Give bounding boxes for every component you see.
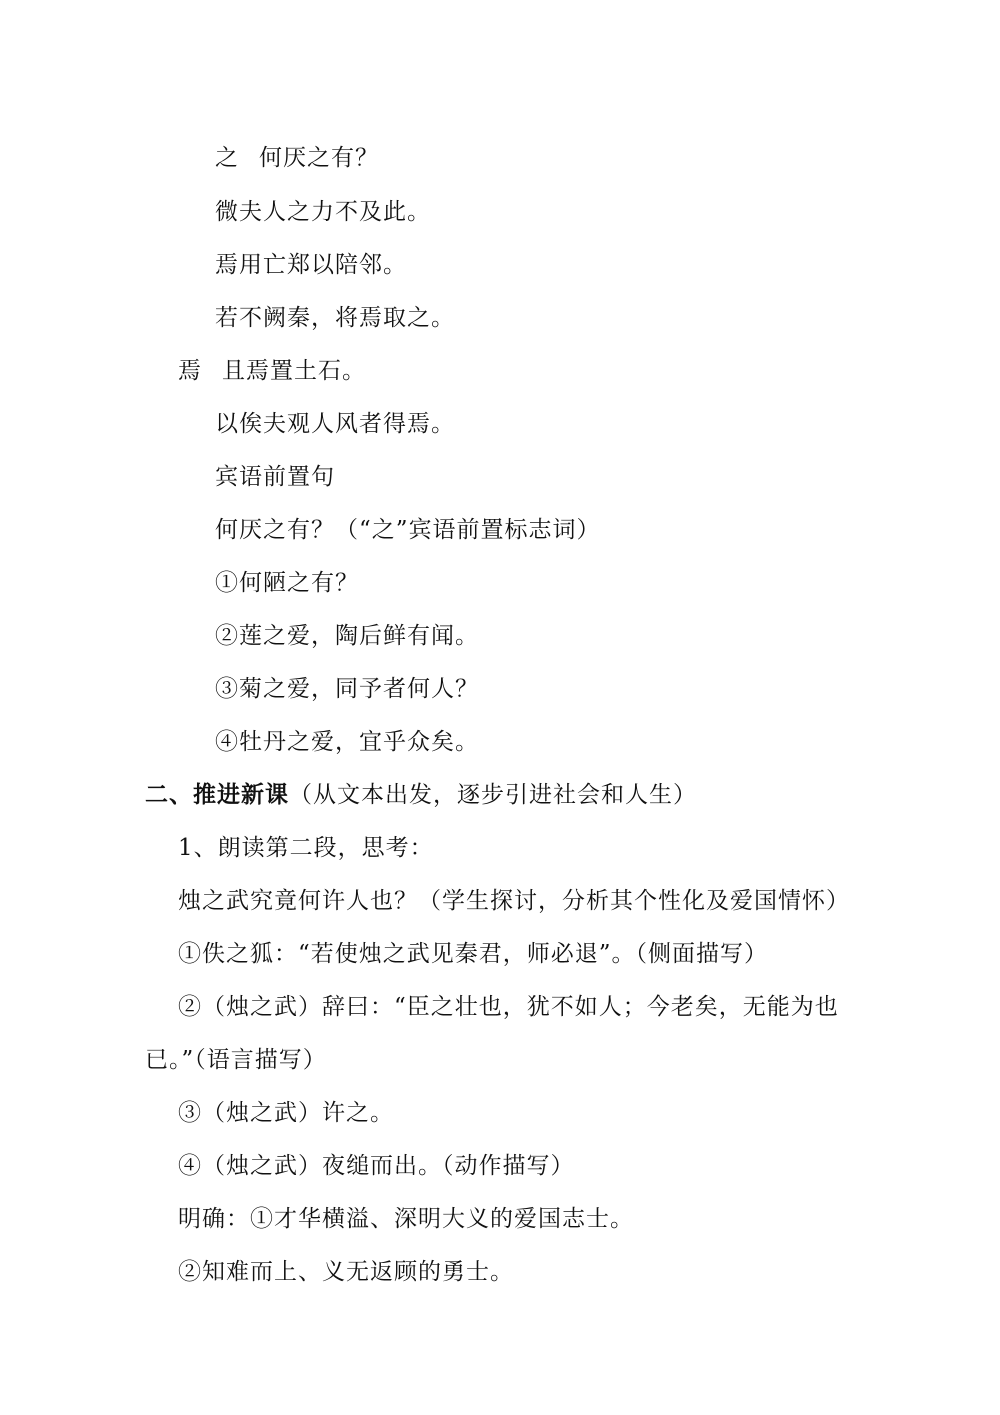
text-line: 以俟夫观人风者得焉。 bbox=[215, 411, 455, 437]
keyword-zhi: 之 bbox=[215, 145, 239, 171]
text-line-yan-qiyan bbox=[178, 356, 366, 386]
list-item: ①何陋之有？ bbox=[215, 570, 359, 596]
text-line: 烛之武究竟何许人也？（学生探讨，分析其个性化及爱国情怀） bbox=[178, 888, 850, 914]
list-item: ②莲之爱，陶后鲜有闻。 bbox=[215, 623, 479, 649]
keyword-yan: 焉 bbox=[178, 358, 202, 384]
text-line: 1、朗读第二段，思考： bbox=[178, 835, 434, 861]
section-heading bbox=[145, 780, 697, 810]
list-item: ④牡丹之爱，宜乎众矣。 bbox=[215, 729, 479, 755]
example-heyan: 何厌之有？ bbox=[259, 145, 379, 171]
text-line: 微夫人之力不及此。 bbox=[215, 199, 431, 225]
text-line-zhi-heyan bbox=[215, 143, 379, 173]
text-line-continuation: 已。”（语言描写） bbox=[145, 1047, 327, 1073]
list-item: ③菊之爱，同予者何人？ bbox=[215, 676, 479, 702]
section-heading-note: （从文本出发，逐步引进社会和人生） bbox=[289, 782, 697, 808]
text-line: 焉用亡郑以陪邻。 bbox=[215, 252, 407, 278]
list-item: ③（烛之武）许之。 bbox=[178, 1100, 394, 1126]
example-qiyan: 且焉置土石。 bbox=[222, 358, 366, 384]
text-line: 明确：①才华横溢、深明大义的爱国志士。 bbox=[178, 1206, 634, 1232]
section-label-binyu: 宾语前置句 bbox=[215, 464, 335, 490]
text-line: 若不阙秦，将焉取之。 bbox=[215, 305, 455, 331]
list-item: ④（烛之武）夜缒而出。（动作描写） bbox=[178, 1153, 575, 1179]
list-item: ①佚之狐：“若使烛之武见秦君，师必退”。（侧面描写） bbox=[178, 941, 769, 967]
section-heading-title: 二、推进新课 bbox=[145, 781, 289, 808]
text-line: 何厌之有？（“之”宾语前置标志词） bbox=[215, 517, 601, 543]
list-item: ②知难而上、义无返顾的勇士。 bbox=[178, 1259, 514, 1285]
list-item: ②（烛之武）辞曰：“臣之壮也，犹不如人；今老矣，无能为也 bbox=[178, 994, 839, 1020]
